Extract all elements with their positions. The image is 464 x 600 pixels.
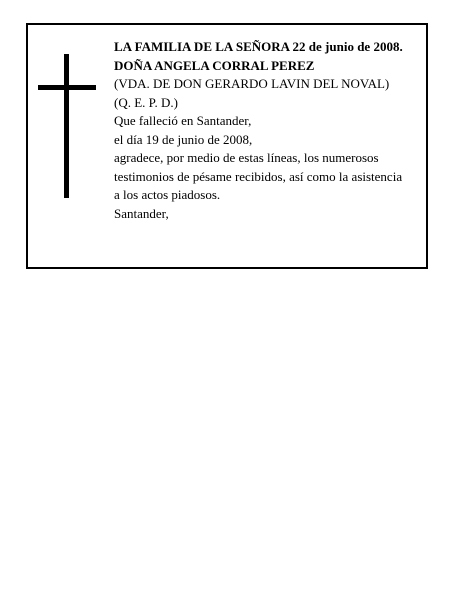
notice-header-line: LA FAMILIA DE LA SEÑORA 22 de junio de 2008.: [114, 39, 403, 54]
closing-line: Santander,: [114, 205, 169, 221]
obituary-text-block: [114, 38, 424, 223]
body-line: Que falleció en Santander,: [114, 113, 252, 128]
deceased-name-line: DOÑA ANGELA CORRAL PEREZ: [114, 57, 315, 73]
body-line: testimonios de pésame recibidos, así como la asistencia: [114, 168, 403, 184]
body-line: el día 19 de junio de 2008,: [114, 131, 253, 147]
qepd-line: (Q. E. P. D.): [114, 94, 178, 110]
cross-horizontal-bar: [38, 85, 96, 90]
cross-vertical-bar: [64, 54, 69, 198]
body-line: a los actos piadosos.: [114, 187, 221, 202]
widow-of-line: (VDA. DE DON GERARDO LAVIN DEL NOVAL): [114, 76, 390, 91]
body-line: agradece, por medio de estas líneas, los numerosos: [114, 150, 379, 165]
